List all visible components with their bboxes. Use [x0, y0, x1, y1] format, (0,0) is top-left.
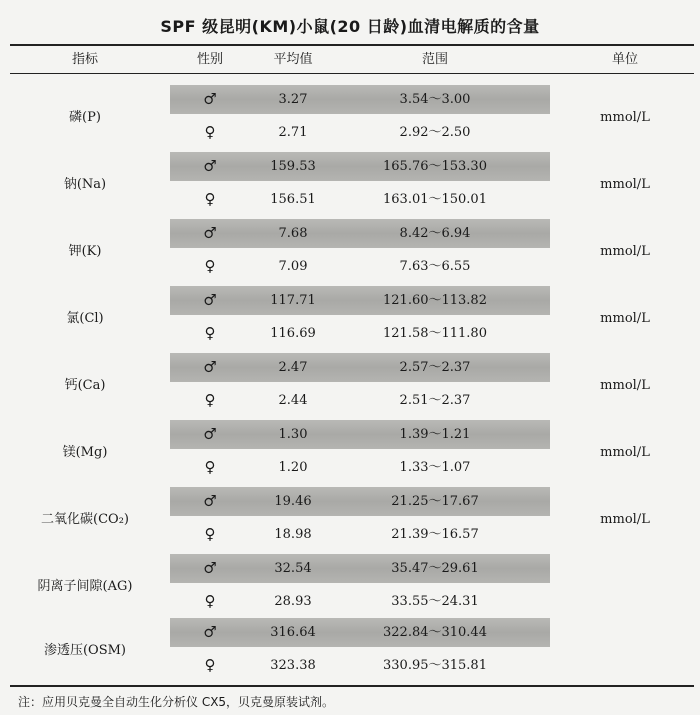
- male-mean: 32.54: [274, 561, 312, 576]
- header-unit: 单位: [611, 52, 638, 67]
- indicator-name: 阴离子间隙(AG): [37, 579, 133, 594]
- indicator-name: 磷(P): [69, 110, 101, 125]
- male-mean: 1.30: [278, 427, 308, 442]
- table-row: [0, 352, 700, 419]
- table-row: [0, 553, 700, 620]
- female-mean: 1.20: [278, 460, 308, 475]
- indicator-name: 氯(Cl): [66, 311, 104, 326]
- male-range: 1.39～1.21: [399, 427, 471, 442]
- female-mean: 28.93: [274, 594, 312, 609]
- male-range: 165.76～153.30: [383, 159, 487, 174]
- indicator-name: 钾(K): [68, 244, 102, 259]
- unit-label: [565, 639, 685, 663]
- female-mean: 2.71: [278, 125, 308, 140]
- male-mean: 7.68: [278, 226, 308, 241]
- male-range: 3.54～3.00: [399, 92, 471, 107]
- unit-label: mmol/L: [600, 244, 650, 259]
- male-symbol: ♂: [203, 559, 217, 577]
- unit-label: mmol/L: [600, 177, 650, 192]
- female-range: 7.63～6.55: [399, 259, 471, 274]
- male-symbol: ♂: [203, 90, 217, 108]
- male-mean: 3.27: [278, 92, 308, 107]
- table-row: [0, 84, 700, 151]
- header-indicator: 指标: [71, 52, 98, 67]
- table-row: [0, 486, 700, 553]
- female-symbol: ♀: [204, 391, 216, 409]
- male-symbol: ♂: [203, 358, 217, 376]
- indicator-name: 二氧化碳(CO₂): [41, 512, 129, 527]
- male-symbol: ♂: [203, 157, 217, 175]
- female-range: 21.39～16.57: [391, 527, 479, 542]
- male-mean: 159.53: [270, 159, 316, 174]
- male-mean: 117.71: [270, 293, 316, 308]
- female-symbol: ♀: [204, 257, 216, 275]
- header-mean: 平均值: [273, 52, 313, 67]
- male-mean: 19.46: [274, 494, 312, 509]
- female-symbol: ♀: [204, 324, 216, 342]
- male-symbol: ♂: [203, 492, 217, 510]
- male-range: 35.47～29.61: [391, 561, 479, 576]
- unit-label: mmol/L: [600, 512, 650, 527]
- female-mean: 156.51: [270, 192, 316, 207]
- male-range: 2.57～2.37: [399, 360, 471, 375]
- female-symbol: ♀: [204, 458, 216, 476]
- header-rule: [10, 73, 694, 74]
- female-range: 1.33～1.07: [399, 460, 471, 475]
- indicator-name: 钙(Ca): [64, 378, 106, 393]
- male-symbol: ♂: [203, 425, 217, 443]
- unit-label: mmol/L: [600, 110, 650, 125]
- indicator-name: 镁(Mg): [62, 445, 108, 460]
- male-mean: 316.64: [270, 625, 316, 640]
- table-row: [0, 617, 700, 684]
- male-symbol: ♂: [203, 224, 217, 242]
- indicator-name: 渗透压(OSM): [43, 643, 127, 658]
- male-range: 322.84～310.44: [383, 625, 487, 640]
- female-symbol: ♀: [204, 525, 216, 543]
- table-footnote: 注：应用贝克曼全自动生化分析仪 CX5，贝克曼原装试剂。: [18, 695, 335, 709]
- table-row: [0, 151, 700, 218]
- female-mean: 323.38: [270, 658, 316, 673]
- table-row: [0, 419, 700, 486]
- bottom-rule: [10, 685, 694, 687]
- male-range: 121.60～113.82: [383, 293, 487, 308]
- header-sex: 性别: [196, 52, 223, 67]
- header-range: 范围: [421, 52, 448, 67]
- table-title: SPF 级昆明(KM)小鼠(20 日龄)血清电解质的含量: [160, 17, 540, 36]
- female-mean: 116.69: [270, 326, 316, 341]
- male-mean: 2.47: [278, 360, 308, 375]
- female-symbol: ♀: [204, 123, 216, 141]
- female-mean: 2.44: [278, 393, 308, 408]
- female-range: 2.51～2.37: [399, 393, 471, 408]
- female-range: 163.01～150.01: [383, 192, 487, 207]
- female-range: 33.55～24.31: [391, 594, 479, 609]
- female-symbol: ♀: [204, 656, 216, 674]
- female-mean: 7.09: [278, 259, 308, 274]
- indicator-name: 钠(Na): [63, 177, 107, 192]
- female-mean: 18.98: [274, 527, 312, 542]
- top-rule: [10, 44, 694, 46]
- male-range: 21.25～17.67: [391, 494, 479, 509]
- unit-label: mmol/L: [600, 378, 650, 393]
- female-symbol: ♀: [204, 190, 216, 208]
- unit-label: mmol/L: [600, 311, 650, 326]
- male-symbol: ♂: [203, 291, 217, 309]
- unit-label: [565, 575, 685, 599]
- female-range: 330.95～315.81: [383, 658, 487, 673]
- female-range: 2.92～2.50: [399, 125, 471, 140]
- male-range: 8.42～6.94: [399, 226, 471, 241]
- unit-label: mmol/L: [600, 445, 650, 460]
- female-range: 121.58～111.80: [383, 326, 487, 341]
- table-row: [0, 218, 700, 285]
- table-row: [0, 285, 700, 352]
- female-symbol: ♀: [204, 592, 216, 610]
- male-symbol: ♂: [203, 623, 217, 641]
